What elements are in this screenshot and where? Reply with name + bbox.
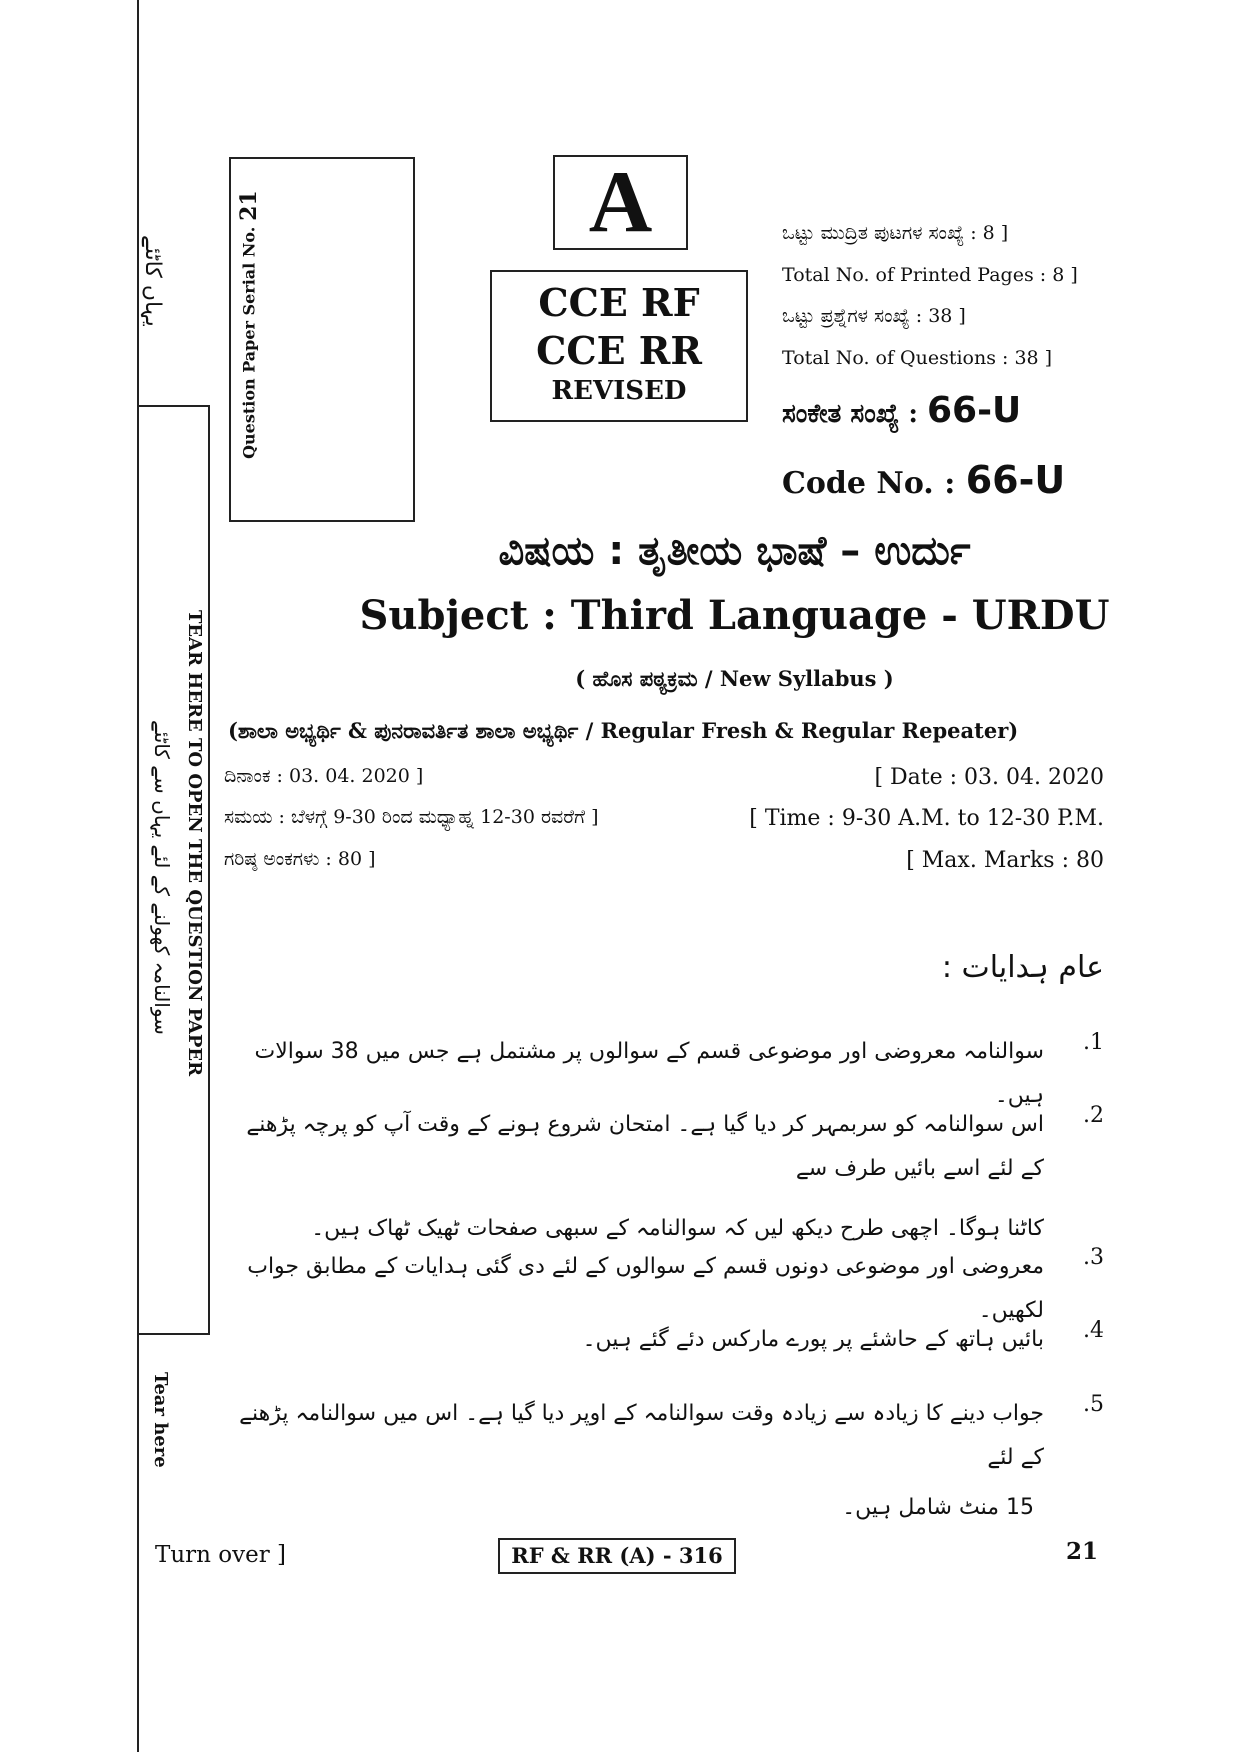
tear-here-label: Tear here bbox=[150, 1372, 171, 1468]
subject-kannada: ವಿಷಯ : ತೃತೀಯ ಭಾಷೆ – ಉರ್ದು bbox=[498, 528, 971, 574]
turn-over: Turn over ] bbox=[155, 1542, 287, 1568]
tear-instruction-urdu: سوالنامہ کھولنے کے لئے یہاں سے کاٹئے bbox=[150, 720, 174, 1035]
instruction-number: 2. bbox=[1083, 1103, 1104, 1128]
instructions-heading: عام ہدایات : bbox=[941, 950, 1104, 985]
tear-instruction-en: TEAR HERE TO OPEN THE QUESTION PAPER bbox=[184, 610, 205, 1077]
instruction-text: معروضی اور موضوعی دونوں قسم کے سوالوں کے لئے دی گئی ہدایات کے مطابق جواب لکھیں۔ bbox=[247, 1254, 1044, 1323]
instruction-number: 4. bbox=[1083, 1318, 1104, 1343]
instruction-number: 5. bbox=[1083, 1392, 1104, 1417]
candidate-type: (ಶಾಲಾ ಅಭ್ಯರ್ಥಿ & ಪುನರಾವರ್ತಿತ ಶಾಲಾ ಅಭ್ಯರ್ಥಿ / Regular Fresh & Regular Repeater) bbox=[228, 718, 1019, 743]
page-serial: 21 bbox=[1066, 1538, 1099, 1565]
pages-kannada: ಒಟ್ಟು ಮುದ್ರಿತ ಪುಟಗಳ ಸಂಖ್ಯೆ : 8 ] bbox=[782, 222, 1009, 244]
code-kannada-label: ಸಂಕೇತ ಸಂಖ್ಯೆ : bbox=[782, 399, 927, 429]
questions-kannada: ಒಟ್ಟು ಪ್ರಶ್ನೆಗಳ ಸಂಖ್ಯೆ : 38 ] bbox=[782, 305, 966, 327]
version-box: A bbox=[553, 155, 688, 250]
time-kannada: ಸಮಯ : ಬೆಳಗ್ಗೆ 9-30 ರಿಂದ ಮಧ್ಯಾಹ್ನ 12-30 ರವರೆಗೆ ] bbox=[224, 806, 599, 828]
instruction-item bbox=[224, 1318, 1104, 1362]
exam-type-line3: REVISED bbox=[551, 376, 687, 406]
questions-english: Total No. of Questions : 38 ] bbox=[782, 347, 1053, 369]
marks-row bbox=[224, 848, 1104, 873]
exam-type-line1: CCE RF bbox=[538, 280, 700, 325]
serial-number bbox=[236, 190, 262, 459]
serial-label: Question Paper Serial No. bbox=[239, 226, 259, 459]
instruction-number: 1. bbox=[1083, 1030, 1104, 1055]
top-cut-note: یہاں کاٹئے bbox=[140, 235, 165, 327]
instruction-text: جواب دینے کا زیادہ سے زیادہ وقت سوالنامہ کے اوپر دیا گیا ہے۔ اس میں سوالنامہ پڑھنے کے لئے bbox=[239, 1401, 1044, 1470]
instruction-number: 3. bbox=[1083, 1245, 1104, 1270]
marks-kannada: ಗರಿಷ್ಠ ಅಂಕಗಳು : 80 ] bbox=[224, 848, 376, 870]
time-row bbox=[224, 806, 1104, 831]
date-row bbox=[224, 765, 1104, 790]
instruction-text: سوالنامہ معروضی اور موضوعی قسم کے سوالوں پر مشتمل ہے جس میں 38 سوالات ہیں۔ bbox=[254, 1039, 1044, 1108]
marks-english: [ Max. Marks : 80 bbox=[906, 848, 1104, 873]
code-english-label: Code No. : bbox=[782, 466, 966, 501]
date-english: [ Date : 03. 04. 2020 bbox=[874, 765, 1104, 790]
instruction-text: کاٹنا ہوگا۔ اچھی طرح دیکھ لیں کہ سوالنامہ کے سبھی صفحات ٹھیک ٹھاک ہیں۔ bbox=[311, 1216, 1044, 1241]
instruction-text: 15 منٹ شامل ہیں۔ bbox=[842, 1495, 1034, 1520]
instruction-item bbox=[224, 1103, 1104, 1251]
paper-code-box: RF & RR (A) - 316 bbox=[498, 1538, 736, 1574]
instruction-item bbox=[224, 1392, 1104, 1530]
code-english-value: 66-U bbox=[965, 458, 1066, 502]
syllabus: ( ಹೊಸ ಪಠ್ಯಕ್ರಮ / New Syllabus ) bbox=[575, 666, 894, 691]
serial-value: 21 bbox=[236, 190, 262, 221]
pages-english: Total No. of Printed Pages : 8 ] bbox=[782, 264, 1078, 286]
code-english bbox=[782, 458, 1065, 502]
instruction-text: اس سوالنامہ کو سربمہر کر دیا گیا ہے۔ امتحان شروع ہونے کے وقت آپ کو پرچہ پڑھنے کے لئے اسے بائیں طرف سے bbox=[246, 1112, 1044, 1181]
time-english: [ Time : 9-30 A.M. to 12-30 P.M. bbox=[749, 806, 1104, 831]
code-kannada-value: 66-U bbox=[926, 390, 1022, 431]
code-kannada bbox=[782, 390, 1021, 431]
exam-type-line2: CCE RR bbox=[536, 328, 702, 373]
subject-english: Subject : Third Language - URDU bbox=[359, 592, 1110, 639]
exam-type-box bbox=[490, 270, 748, 422]
instruction-text: بائیں ہاتھ کے حاشئے پر پورے مارکس دئے گئے ہیں۔ bbox=[582, 1327, 1044, 1352]
date-kannada: ದಿನಾಂಕ : 03. 04. 2020 ] bbox=[224, 765, 424, 787]
